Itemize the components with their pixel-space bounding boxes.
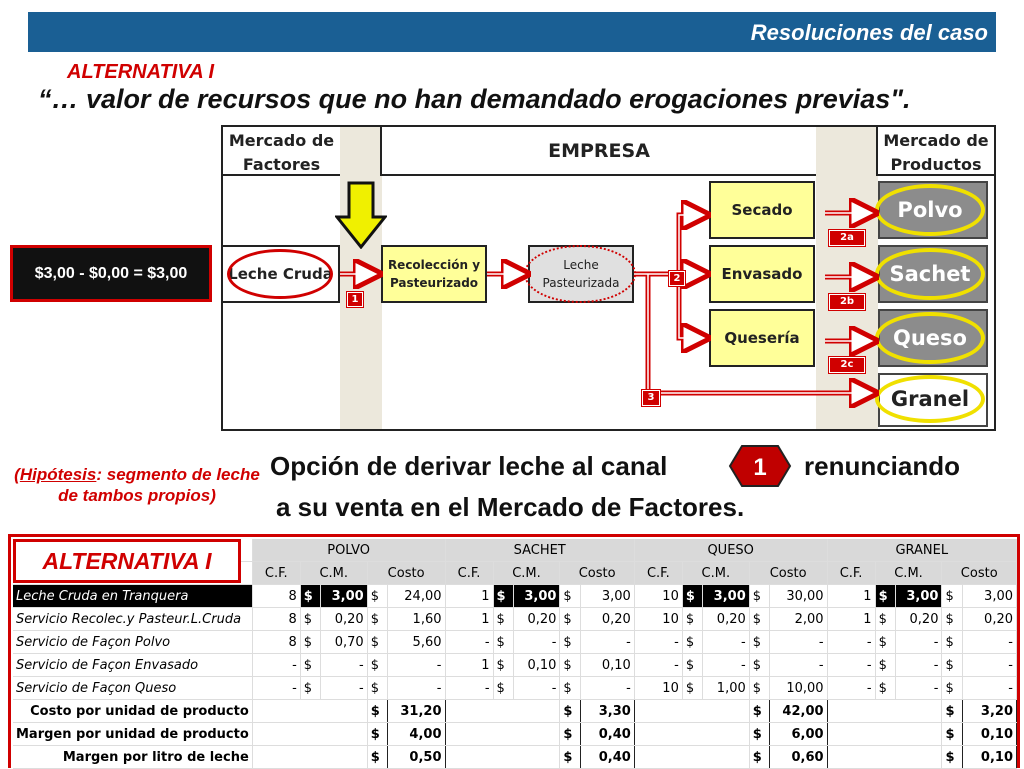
flow-diagram	[221, 125, 996, 431]
currency-sign: $	[749, 700, 769, 723]
subheader-cm: C.M.	[875, 562, 942, 585]
cell-cf: 10	[634, 608, 682, 631]
cell-cf: 10	[634, 585, 682, 608]
col-factores-title: Mercado de Factores	[228, 131, 335, 174]
summary-spacer	[445, 746, 560, 769]
badge-2c: 2c	[829, 357, 865, 373]
cell-costo: 0,10	[580, 654, 634, 677]
currency-sign: $	[749, 677, 769, 700]
cell-costo: -	[770, 631, 827, 654]
subheader-costo: Costo	[942, 562, 1017, 585]
cell-costo: 1,60	[388, 608, 445, 631]
cell-cf: -	[445, 631, 493, 654]
cell-cm: -	[513, 677, 560, 700]
product-queso-label: Queso	[893, 326, 967, 350]
summary-value: 0,10	[962, 723, 1016, 746]
cell-cm: -	[321, 677, 368, 700]
table-group-header-sachet: SACHET	[445, 539, 634, 562]
currency-sign: $	[493, 585, 513, 608]
option-line2: a su venta en el Mercado de Factores.	[276, 492, 745, 522]
summary-spacer	[252, 723, 367, 746]
formula-box	[10, 245, 212, 302]
cell-costo: 0,20	[962, 608, 1016, 631]
currency-sign: $	[942, 723, 962, 746]
summary-label: Margen por litro de leche	[13, 746, 252, 769]
summary-value: 0,60	[770, 746, 827, 769]
hypothesis-rest: : segmento de leche de tambos propios)	[58, 465, 260, 505]
subheader-cf: C.F.	[634, 562, 682, 585]
badge-2b: 2b	[829, 294, 865, 310]
process-secado-label: Secado	[731, 201, 793, 219]
cell-cf: 8	[252, 585, 300, 608]
alternative-label: ALTERNATIVA I	[67, 61, 215, 83]
summary-spacer	[634, 723, 749, 746]
table-row	[13, 677, 1017, 700]
cell-cf: 8	[252, 631, 300, 654]
row-label: Servicio de Façon Envasado	[13, 654, 252, 677]
currency-sign: $	[560, 631, 580, 654]
cell-cf: 1	[445, 608, 493, 631]
cell-cm: 3,00	[703, 585, 750, 608]
currency-sign: $	[367, 746, 387, 769]
table-row	[13, 585, 1017, 608]
currency-sign: $	[367, 654, 387, 677]
subheader-cf: C.F.	[445, 562, 493, 585]
currency-sign: $	[875, 654, 895, 677]
summary-value: 4,00	[388, 723, 445, 746]
currency-sign: $	[493, 677, 513, 700]
summary-spacer	[827, 746, 942, 769]
summary-value: 0,40	[580, 746, 634, 769]
cell-costo: -	[388, 677, 445, 700]
currency-sign: $	[942, 654, 962, 677]
summary-label: Margen por unidad de producto	[13, 723, 252, 746]
cell-cf: -	[827, 654, 875, 677]
cell-cm: 3,00	[321, 585, 368, 608]
cell-costo: 2,00	[770, 608, 827, 631]
summary-value: 42,00	[770, 700, 827, 723]
currency-sign: $	[942, 700, 962, 723]
slide-header-title: Resoluciones del caso	[750, 20, 988, 45]
formula-text: $3,00 - $0,00 = $3,00	[34, 264, 188, 282]
cell-costo: -	[580, 631, 634, 654]
slide-header-bar	[28, 12, 996, 52]
option-line1b: renunciando	[804, 451, 961, 481]
summary-spacer	[445, 700, 560, 723]
summary-spacer	[252, 700, 367, 723]
currency-sign: $	[749, 723, 769, 746]
process-queseria-label: Quesería	[724, 329, 800, 347]
currency-sign: $	[875, 677, 895, 700]
summary-spacer	[445, 723, 560, 746]
currency-sign: $	[367, 723, 387, 746]
currency-sign: $	[749, 746, 769, 769]
currency-sign: $	[300, 631, 320, 654]
cell-cm: 3,00	[895, 585, 942, 608]
cell-cm: 0,20	[321, 608, 368, 631]
product-polvo-label: Polvo	[897, 198, 963, 222]
cell-costo: -	[962, 654, 1016, 677]
summary-spacer	[634, 746, 749, 769]
cell-cm: -	[895, 677, 942, 700]
currency-sign: $	[560, 746, 580, 769]
channel-badge-1	[728, 444, 792, 488]
currency-sign: $	[560, 723, 580, 746]
currency-sign: $	[942, 608, 962, 631]
option-line1a: Opción de derivar leche al canal	[270, 451, 668, 481]
cell-cf: -	[634, 631, 682, 654]
summary-value: 0,40	[580, 723, 634, 746]
currency-sign: $	[493, 631, 513, 654]
summary-value: 6,00	[770, 723, 827, 746]
cell-cf: 8	[252, 608, 300, 631]
product-granel-label: Granel	[890, 387, 970, 411]
slide-quote: “… valor de recursos que no han demandado erogaciones previas".	[38, 84, 911, 114]
cell-costo: 0,20	[580, 608, 634, 631]
cell-cf: -	[445, 677, 493, 700]
table-summary-row	[13, 700, 1017, 723]
currency-sign: $	[749, 654, 769, 677]
summary-value: 31,20	[388, 700, 445, 723]
row-label: Servicio de Façon Polvo	[13, 631, 252, 654]
badge-3: 3	[642, 390, 660, 406]
cell-costo: -	[962, 631, 1016, 654]
currency-sign: $	[367, 700, 387, 723]
currency-sign: $	[493, 608, 513, 631]
col-empresa-title: EMPRESA	[548, 140, 650, 162]
table-row	[13, 654, 1017, 677]
subheader-costo: Costo	[560, 562, 634, 585]
currency-sign: $	[682, 608, 702, 631]
cell-cf: 1	[445, 585, 493, 608]
cell-costo: 24,00	[388, 585, 445, 608]
table-summary-row	[13, 723, 1017, 746]
cell-cm: 1,00	[703, 677, 750, 700]
cell-costo: -	[580, 677, 634, 700]
summary-spacer	[634, 700, 749, 723]
badge-2a: 2a	[829, 230, 865, 246]
cell-cf: -	[827, 631, 875, 654]
subheader-cm: C.M.	[493, 562, 560, 585]
currency-sign: $	[875, 608, 895, 631]
currency-sign: $	[300, 608, 320, 631]
currency-sign: $	[749, 585, 769, 608]
cell-cf: -	[634, 654, 682, 677]
cell-costo: 10,00	[770, 677, 827, 700]
currency-sign: $	[367, 677, 387, 700]
cell-cm: -	[703, 654, 750, 677]
currency-sign: $	[493, 654, 513, 677]
cell-costo: -	[770, 654, 827, 677]
hypothesis-term: Hipótesis	[19, 465, 97, 484]
currency-sign: $	[942, 631, 962, 654]
cell-cf: -	[252, 677, 300, 700]
cell-cm: -	[703, 631, 750, 654]
cost-table-panel	[8, 534, 1020, 768]
subheader-cf: C.F.	[827, 562, 875, 585]
currency-sign: $	[875, 585, 895, 608]
currency-sign: $	[682, 631, 702, 654]
cell-cm: -	[895, 654, 942, 677]
leche-pasteurizada-label: Leche Pasteurizada	[542, 258, 620, 290]
product-sachet-label: Sachet	[889, 262, 971, 286]
channel-badge-1-label: 1	[753, 454, 767, 481]
currency-sign: $	[682, 677, 702, 700]
cell-cm: 0,20	[703, 608, 750, 631]
table-alternative-label: ALTERNATIVA I	[13, 539, 241, 583]
cell-cf: -	[252, 654, 300, 677]
row-label: Servicio de Façon Queso	[13, 677, 252, 700]
currency-sign: $	[300, 654, 320, 677]
cell-cf: -	[827, 677, 875, 700]
hypothesis-open: (	[14, 465, 20, 484]
hypothesis-note	[14, 464, 260, 506]
cell-cm: 3,00	[513, 585, 560, 608]
cell-cf: 1	[827, 608, 875, 631]
currency-sign: $	[942, 585, 962, 608]
currency-sign: $	[560, 677, 580, 700]
badge-2: 2	[669, 271, 685, 286]
cell-cm: 0,20	[513, 608, 560, 631]
currency-sign: $	[942, 677, 962, 700]
table-group-header-queso: QUESO	[634, 539, 827, 562]
cell-cm: -	[895, 631, 942, 654]
cell-costo: -	[962, 677, 1016, 700]
col-productos-title: Mercado de Productos	[883, 131, 989, 174]
cell-cf: 1	[445, 654, 493, 677]
badge-1: 1	[347, 292, 363, 307]
currency-sign: $	[367, 608, 387, 631]
cell-costo: 5,60	[388, 631, 445, 654]
summary-spacer	[827, 700, 942, 723]
summary-value: 3,30	[580, 700, 634, 723]
currency-sign: $	[367, 631, 387, 654]
cell-cm: 0,20	[895, 608, 942, 631]
subheader-cm: C.M.	[300, 562, 367, 585]
cell-cm: -	[321, 654, 368, 677]
summary-spacer	[827, 723, 942, 746]
currency-sign: $	[560, 654, 580, 677]
table-group-header-polvo: POLVO	[252, 539, 445, 562]
cell-cm: -	[513, 631, 560, 654]
table-row	[13, 631, 1017, 654]
cell-costo: -	[388, 654, 445, 677]
currency-sign: $	[367, 585, 387, 608]
recoleccion-label: Recolección y Pasteurizado	[387, 258, 481, 290]
currency-sign: $	[560, 700, 580, 723]
subheader-costo: Costo	[749, 562, 827, 585]
cell-cf: 10	[634, 677, 682, 700]
row-label: Leche Cruda en Tranquera	[13, 585, 252, 608]
currency-sign: $	[560, 608, 580, 631]
table-summary-row	[13, 746, 1017, 769]
summary-value: 3,20	[962, 700, 1016, 723]
currency-sign: $	[942, 746, 962, 769]
table-row	[13, 608, 1017, 631]
row-label: Servicio Recolec.y Pasteur.L.Cruda	[13, 608, 252, 631]
currency-sign: $	[749, 608, 769, 631]
table-group-header-granel: GRANEL	[827, 539, 1016, 562]
leche-cruda-label: Leche Cruda	[228, 265, 333, 283]
summary-label: Costo por unidad de producto	[13, 700, 252, 723]
process-envasado-label: Envasado	[721, 265, 803, 283]
subheader-cf: C.F.	[252, 562, 300, 585]
cell-cm: 0,70	[321, 631, 368, 654]
cell-costo: 30,00	[770, 585, 827, 608]
summary-spacer	[252, 746, 367, 769]
cell-cf: 1	[827, 585, 875, 608]
cell-costo: 3,00	[962, 585, 1016, 608]
subheader-cm: C.M.	[682, 562, 749, 585]
subheader-costo: Costo	[367, 562, 445, 585]
cell-cm: 0,10	[513, 654, 560, 677]
currency-sign: $	[682, 585, 702, 608]
summary-value: 0,10	[962, 746, 1016, 769]
arrow-to-secado	[679, 215, 701, 274]
currency-sign: $	[682, 654, 702, 677]
currency-sign: $	[875, 631, 895, 654]
cell-costo: 3,00	[580, 585, 634, 608]
flow-arrows	[223, 127, 994, 429]
currency-sign: $	[749, 631, 769, 654]
summary-value: 0,50	[388, 746, 445, 769]
currency-sign: $	[560, 585, 580, 608]
currency-sign: $	[300, 585, 320, 608]
currency-sign: $	[300, 677, 320, 700]
